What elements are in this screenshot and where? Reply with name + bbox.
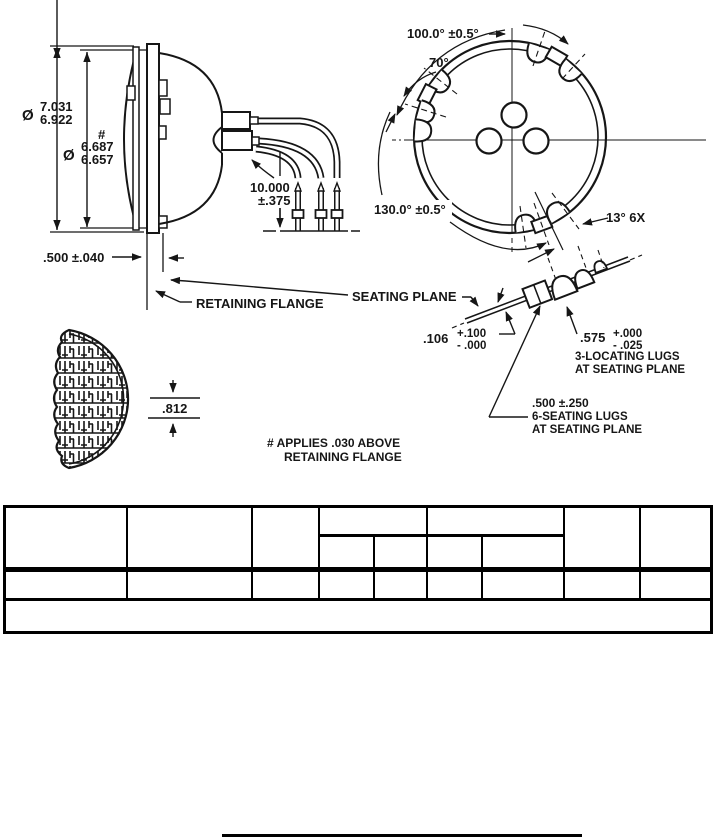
outer-dia-upper: 7.031 [40,99,73,114]
locating-lugs-note-2: AT SEATING PLANE [575,364,686,376]
spec-table-cell [427,570,482,600]
spec-table-cell [127,507,252,570]
lead-length-dim: 10.000 [250,180,290,195]
seating-lugs-note-2: AT SEATING PLANE [532,424,643,436]
lug-group-top-right [524,31,585,86]
locating-lug-plus: +.000 [613,328,643,340]
spec-table-cell [319,570,374,600]
hash-mark: # [98,127,106,142]
spec-table-cell [319,507,427,536]
note-line-2: RETAINING FLANGE [284,450,402,464]
seating-lug-dim: .500 ±.250 [532,396,589,410]
spec-table-cell [640,507,712,570]
inner-dia-symbol: Ø [63,147,75,164]
spec-table-cell [564,507,640,570]
spec-table-cell [482,536,564,570]
lug-group-bottom [513,192,579,250]
locating-lug-minus: - .025 [613,340,643,352]
lead-wires [256,121,337,178]
spec-table-cell [5,570,127,600]
spec-table-cell [427,507,564,536]
spec-table-cell [5,600,712,633]
seating-plane-label: SEATING PLANE [352,289,457,304]
rear-view [378,25,706,262]
side-view [50,0,478,310]
note-line-1: # APPLIES .030 ABOVE [267,436,401,450]
lead-length-tol: ±.375 [258,193,291,208]
spec-table-cell [127,570,252,600]
retaining-flange-label: RETAINING FLANGE [196,296,324,311]
spec-table-cell [252,507,319,570]
spec-table-cell [640,570,712,600]
angle-100-dim: 100.0° ±0.5° [407,26,479,41]
lug-height-dim: .106 [423,331,449,346]
contact-pins [293,183,343,231]
spec-table-header-row [5,507,712,536]
spec-table-cell [374,536,427,570]
lug-height-plus: +.100 [457,328,487,340]
locating-lugs-note-1: 3-LOCATING LUGS [575,351,680,363]
locating-lug-dim: .575 [580,330,606,345]
inner-dia-lower: 6.657 [81,152,114,167]
spec-table-cell [564,570,640,600]
spec-table-cell [5,507,127,570]
footer-rule [222,834,582,837]
lug-group-left [405,68,457,142]
angle-70-dim: 70° [429,55,449,70]
spec-table-cell [252,570,319,600]
spec-table-cell [374,570,427,600]
spec-table-cell [482,570,564,600]
flute-height-dim: .812 [162,401,188,416]
flange-thickness-dim: .500 ±.040 [43,250,105,265]
spec-table-cell [427,536,482,570]
spec-table-body-row [5,570,712,600]
spec-table-notes-row [5,600,712,633]
spec-table [3,505,713,634]
angle-130-dim: 130.0° ±0.5° [374,202,446,217]
inner-dia-upper: 6.687 [81,139,114,154]
spec-table-cell [319,536,374,570]
notch-angle-dim: 13° 6X [606,210,646,225]
outer-dia-lower: 6.922 [40,112,73,127]
seating-lugs-note-1: 6-SEATING LUGS [532,411,628,423]
lug-height-minus: - .000 [457,340,487,352]
lens-pattern-view [54,330,200,468]
outer-dia-symbol: Ø [22,107,34,124]
